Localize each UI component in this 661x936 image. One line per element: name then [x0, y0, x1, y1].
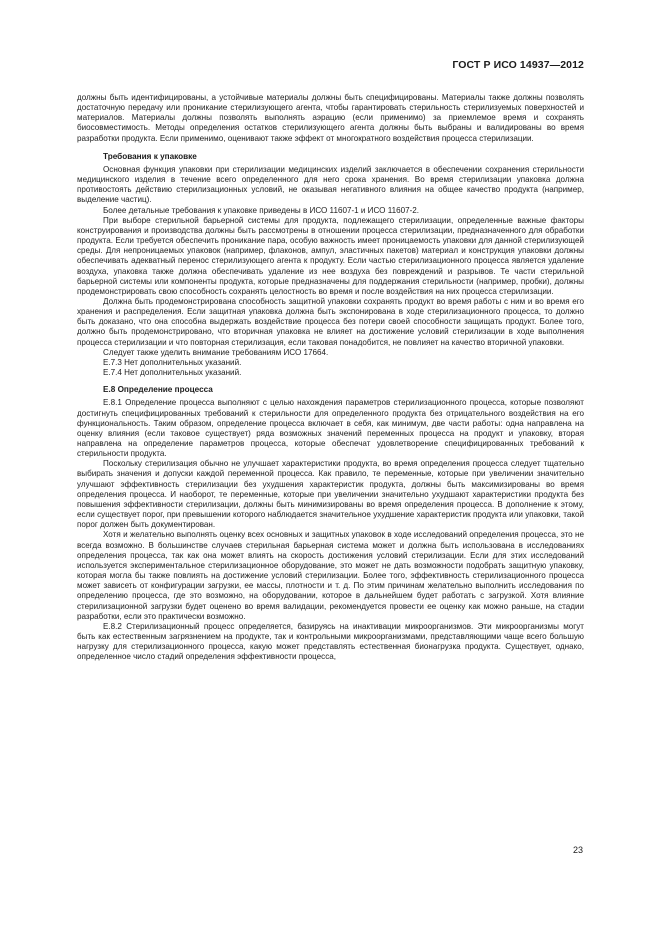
- paragraph-packaging-3: При выборе стерильной барьерной системы для продукта, подлежащего стерилизации, определенные важные факторы конструирования и производства должны быть рассмотрены в отношении процесса стерилизации, предназначенного для обработки продукта. Если требуется обеспечить проникание пара, особую важность имеет проницаемость упаковки для данной стерилизующей среды. Для непроницаемых упаковок (например, флаконов, ампул, эластичных пакетов) материал и конструкция упаковки должны обеспечивать адекватный перенос стерилизующего агента к продукту. Если частью стерилизационного процесса является удаление воздуха, упаковка также должна обеспечивать удаление из нее воздуха без повреждений и разрывов. Те части стерильной барьерной системы или компоненты продукта, которые предназначены для поддержания стерильности (например, пробки), должны продемонстрировать свою способность сохранять целостность во время и после воздействия на них процесса стерилизации.: [77, 215, 584, 296]
- paragraph-e73: Е.7.3 Нет дополнительных указаний.: [103, 357, 242, 367]
- paragraph-e81-1: Е.8.1 Определение процесса выполняют с целью нахождения параметров стерилизационного процесса, которые позволяют достигнуть специфицированных требований к стерильности для определенного продукта без отрицательного воздействия на его функциональность. Таким образом, определение процесса включает в себя, как минимум, две части работы: одна направлена на оценку влияния (если таковое существует) ряда возможных значений переменных процесса на продукт и упаковку, вторая направлена на определение параметров процесса, которые обеспечат удовлетворение специфицированных требований к стерильности продукта.: [77, 398, 584, 459]
- paragraph-e82: Е.8.2 Стерилизационный процесс определяется, базируясь на инактивации микроорганизмов. Эти микроорганизмы могут быть как естественным загрязнением на продукте, так и контрольными микроорганизмами, представляющими чаще всего большую нагрузку для стерилизационного процесса, какую может представлять естественная бионагрузка продукта. Существует, однако, определенное число стадий определения эффективности процесса,: [77, 621, 584, 662]
- paragraph-intro: должны быть идентифицированы, а устойчивые материалы должны быть специфицированы. Материалы также должны позволять достаточную передачу или проникание стерилизующего агента, чтобы гарантировать стерильность стерилизуемых поверхностей и материалов. Материалы должны позволять выполнять аэрацию (если применимо) за приемлемое время и сохранять биосовместимость. Методы определения остатков стерилизующего агента должны быть выбраны и валидированы во время разработки продукта. Если применимо, оценивают также эффект от многократного воздействия процесса стерилизации.: [77, 93, 584, 143]
- paragraph-packaging-4: Должна быть продемонстрирована способность защитной упаковки сохранять продукт во время работы с ним и во время его хранения и распределения. Если защитная упаковка должна быть экспонирована в ходе стерилизационного процесса, то должно быть доказано, что она способна выдержать воздействие процесса без потери своей способности защищать продукт. Более того, должно быть продемонстрировано, что вторичная упаковка не влияет на достижение условий стерилизации в ходе выполнения процесса стерилизации и что повторная стерилизация, если таковая понадобится, не повлияет на качество вторичной упаковки.: [77, 296, 584, 347]
- paragraph-packaging-5: Следует также уделить внимание требованиям ИСО 17664.: [103, 347, 329, 357]
- document-body: [77, 93, 584, 662]
- heading-packaging-requirements: Требования к упаковке: [103, 151, 197, 161]
- paragraph-e74: Е.7.4 Нет дополнительных указаний.: [103, 368, 242, 378]
- paragraph-e81-3: Хотя и желательно выполнять оценку всех основных и защитных упаковок в ходе исследований определения процесса, это не всегда возможно. В большинстве случаев стерильная барьерная система может и должна быть использована в исследованиях определения процесса, так как она может влиять на скорость достижения условий стерилизации. Если для этих исследований используется экспериментальное стерилизационное оборудование, это может не дать возможности подобрать защитную упаковку, которая могла бы также повлиять на достижение условий стерилизации. Более того, эффективность стерилизационного процесса может зависеть от конфигурации загрузки, ее массы, плотности и т. д. По этим причинам желательно выполнить исследования по определению процесса, где это возможно, на оборудовании, которое в дальнейшем будет работать с загрузкой. Хотя влияние стерилизационной загрузки будет оценено во время валидации, рекомендуется провести ее оценку как можно раньше, на стадии разработки, если это практически возможно.: [77, 530, 584, 621]
- heading-e8-process-definition: Е.8 Определение процесса: [103, 385, 213, 395]
- page-number: 23: [572, 845, 583, 855]
- paragraph-packaging-2: Более детальные требования к упаковке приведены в ИСО 11607-1 и ИСО 11607-2.: [103, 205, 420, 215]
- paragraph-packaging-1: Основная функция упаковки при стерилизации медицинских изделий заключается в обеспечении сохранения стерильности медицинского изделия в течение всего определенного для него срока хранения. Во время стерилизации упаковка должна противостоять действию стерилизационных условий, не оказывая негативного влияния на общее качество продукта (например, выделение частиц).: [77, 164, 584, 205]
- document-code-header: ГОСТ Р ИСО 14937—2012: [452, 59, 584, 71]
- paragraph-e81-2: Поскольку стерилизация обычно не улучшает характеристики продукта, во время определения процесса следует тщательно выбирать значения и допуски каждой переменной процесса. Как правило, те переменные, которые при увеличении значительно улучшают эффективность стерилизации без ухудшения характеристик продукта, должны быть максимизированы во время определения процесса. И наоборот, те переменные, которые при увеличении значительно ухудшают характеристики продукта без повышения эффективности стерилизации, должны быть минимизированы во время определения процесса. В дополнение к этому, если существует порог, при превышении которого наблюдается значительное ухудшение характеристик продукта или упаковки, такой порог должен быть документирован.: [77, 459, 584, 530]
